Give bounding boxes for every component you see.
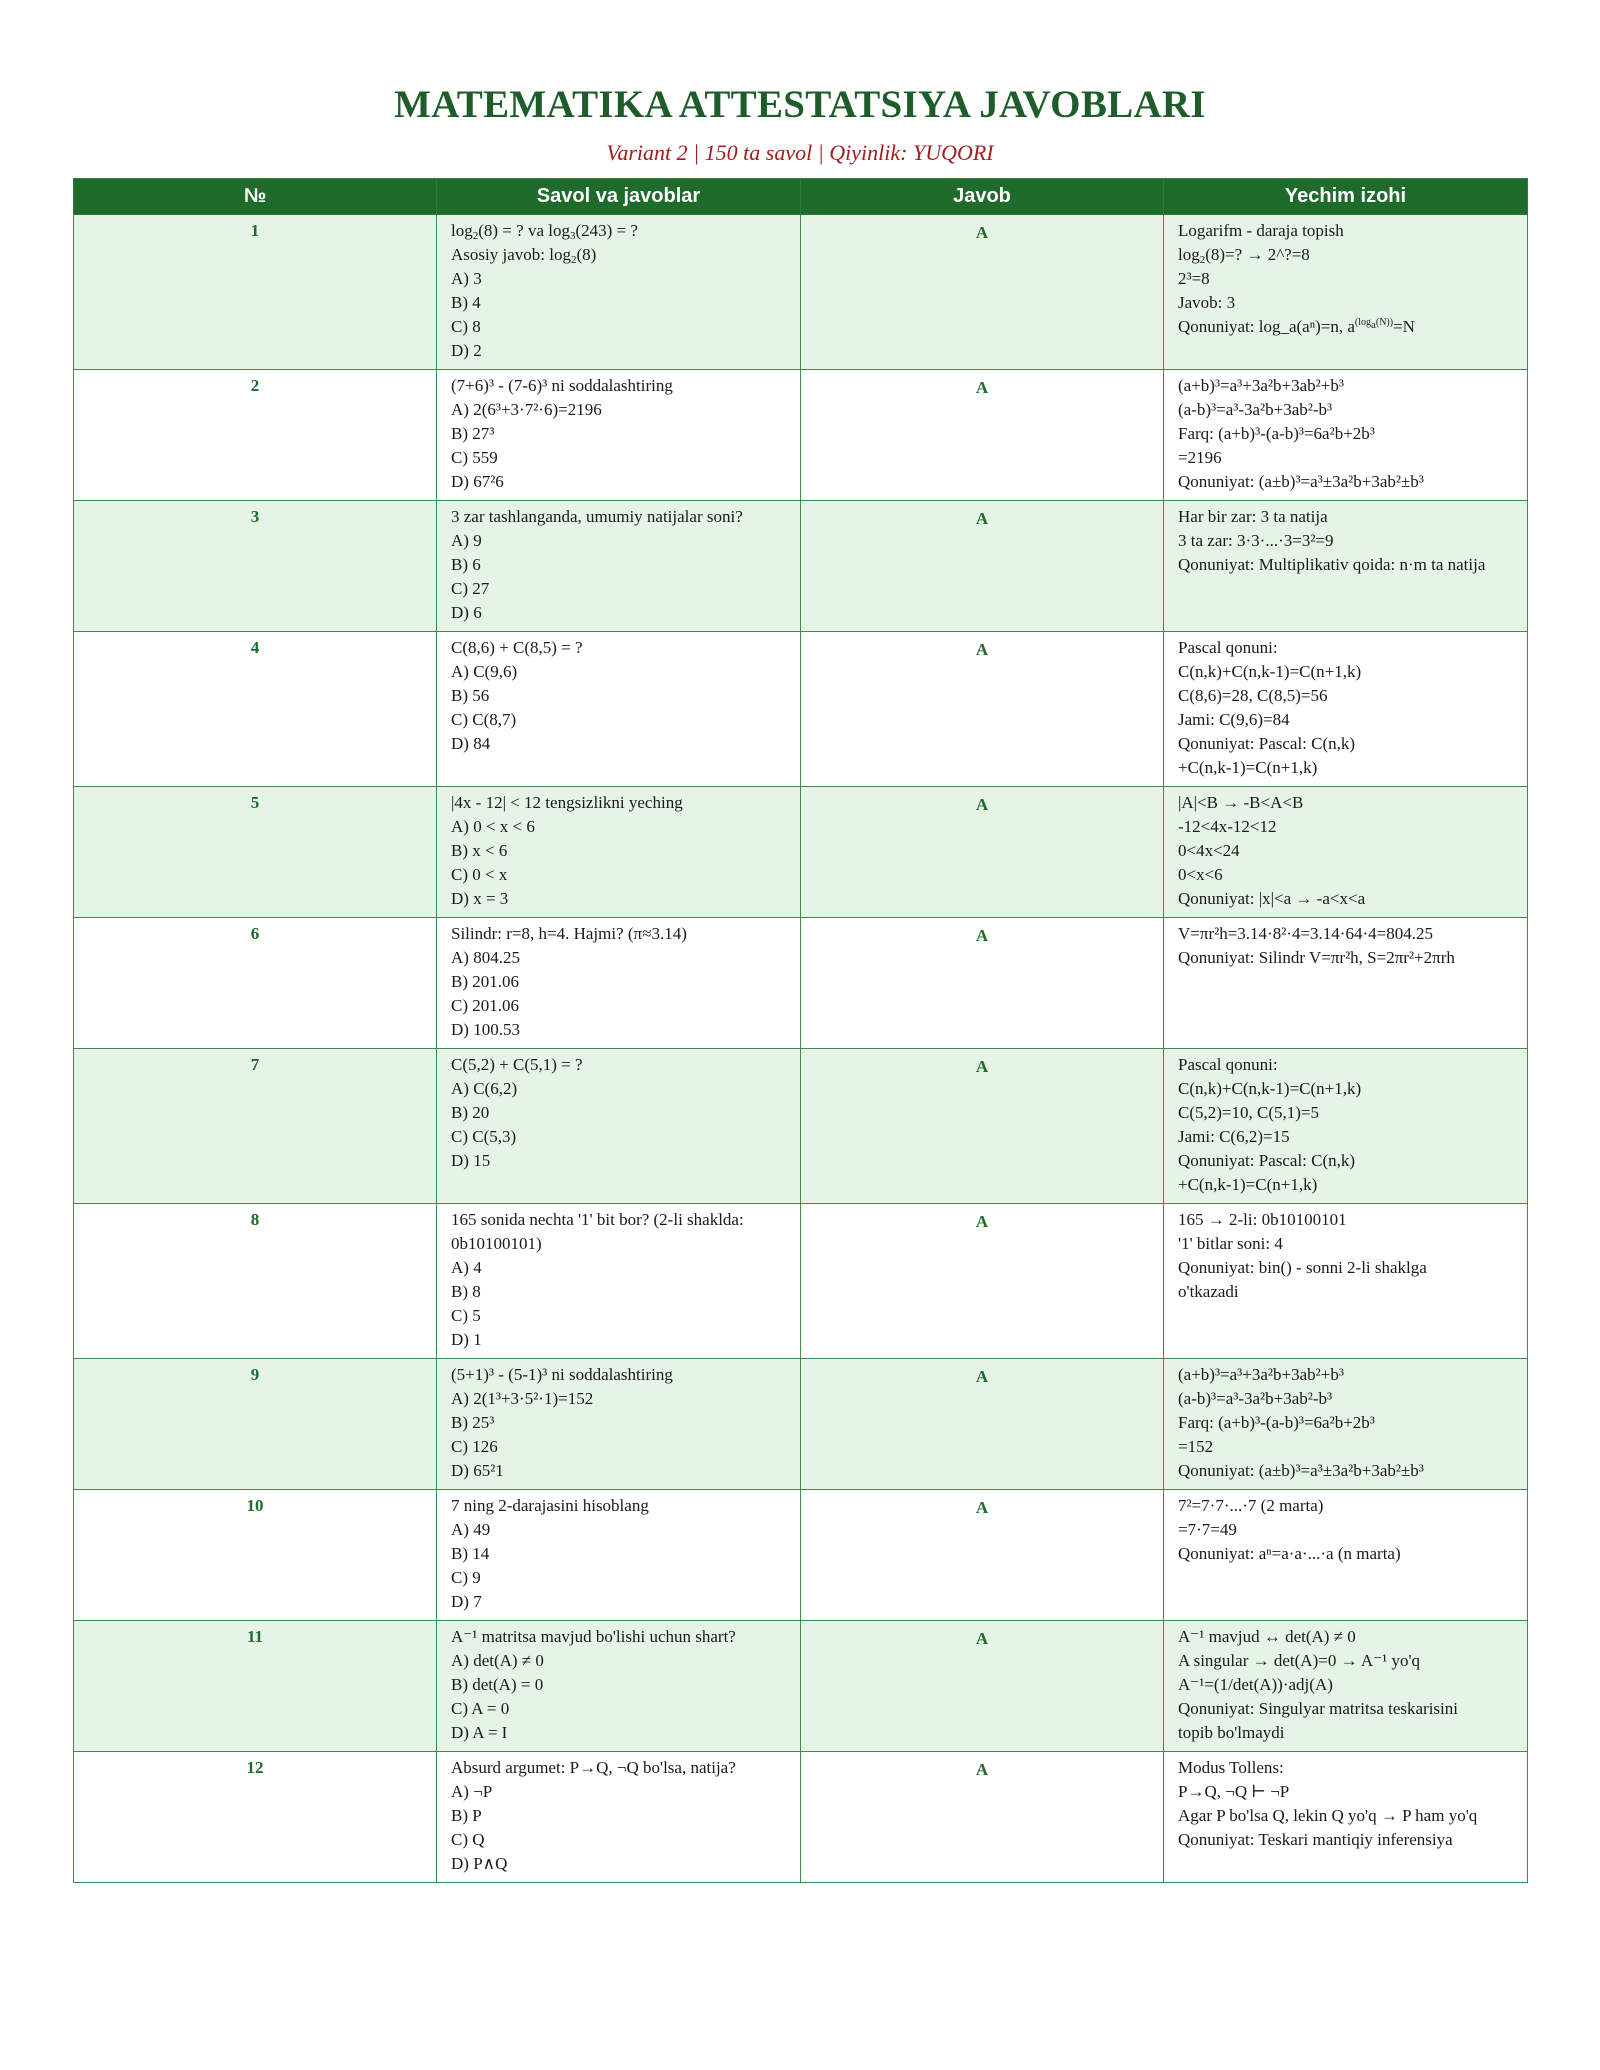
question-cell bbox=[437, 1752, 801, 1883]
answer-option: B) 6 bbox=[451, 555, 481, 574]
answer-option: B) 25³ bbox=[451, 1413, 495, 1432]
solution-note-line: Qonuniyat: |x|<a → -a<x<a bbox=[1178, 889, 1366, 908]
correct-answer: A bbox=[801, 632, 1164, 787]
answer-option: D) 100.53 bbox=[451, 1020, 520, 1039]
solution-note-line: (a-b)³=a³-3a²b+3ab²-b³ bbox=[1178, 1389, 1333, 1408]
answer-option: A) C(6,2) bbox=[451, 1079, 518, 1098]
solution-note-line: V=πr²h=3.14·8²·4=3.14·64·4=804.25 bbox=[1178, 924, 1433, 943]
solution-note-line: 7²=7·7·...·7 (2 marta) bbox=[1178, 1496, 1324, 1515]
question-cell bbox=[437, 787, 801, 918]
question-cell bbox=[437, 1204, 801, 1359]
question-number-text: 5 bbox=[250, 793, 260, 812]
solution-note-line: Qonuniyat: (a±b)³=a³±3a²b+3ab²±b³ bbox=[1178, 1461, 1424, 1480]
answer-option: B) 56 bbox=[451, 686, 490, 705]
answer-option: B) 14 bbox=[451, 1544, 490, 1563]
answer-option: C) 27 bbox=[451, 579, 490, 598]
table-row bbox=[74, 1621, 1528, 1752]
solution-note-line: Qonuniyat: aⁿ=a·a·...·a (n marta) bbox=[1178, 1544, 1401, 1563]
page-subtitle: Variant 2 | 150 ta savol | Qiyinlik: YUQORI bbox=[606, 140, 994, 165]
correct-answer: A bbox=[801, 1621, 1164, 1752]
table-row bbox=[74, 501, 1528, 632]
solution-note-line: Qonuniyat: Silindr V=πr²h, S=2πr²+2πrh bbox=[1178, 948, 1455, 967]
answer-option: B) 20 bbox=[451, 1103, 490, 1122]
solution-note-line: Modus Tollens: bbox=[1178, 1758, 1284, 1777]
correct-answer: A bbox=[801, 1049, 1164, 1204]
answer-option: A) 2(6³+3·7²·6)=2196 bbox=[451, 400, 602, 419]
question-number-text: 8 bbox=[250, 1210, 260, 1229]
answer-option: D) x = 3 bbox=[451, 889, 509, 908]
answer-option: Asosiy javob: $\log_2(8)$ bbox=[451, 245, 597, 266]
question-number-text: 9 bbox=[250, 1365, 260, 1384]
question-text: C(8,6) + C(8,5) = ? bbox=[451, 638, 583, 657]
answer-option: A) 2(1³+3·5²·1)=152 bbox=[451, 1389, 594, 1408]
solution-note-line: C(8,6)=28, C(8,5)=56 bbox=[1178, 686, 1328, 705]
solution-note-line: 3 ta zar: 3·3·...·3=3²=9 bbox=[1178, 531, 1334, 550]
correct-answer: A bbox=[801, 787, 1164, 918]
correct-answer: A bbox=[801, 501, 1164, 632]
question-cell bbox=[437, 918, 801, 1049]
answer-option: B) 8 bbox=[451, 1282, 481, 1301]
question-number-text: 4 bbox=[250, 638, 260, 657]
answer-option: A) ¬P bbox=[451, 1782, 493, 1801]
solution-note-cell bbox=[1164, 1049, 1528, 1204]
solution-note-cell bbox=[1164, 787, 1528, 918]
solution-note-line: Pascal qonuni: bbox=[1178, 1055, 1278, 1074]
answer-option: C) C(8,7) bbox=[451, 710, 517, 729]
question-cell bbox=[437, 632, 801, 787]
solution-note-line: Qonuniyat: (a±b)³=a³±3a²b+3ab²±b³ bbox=[1178, 472, 1424, 491]
answer-option: D) P∧Q bbox=[451, 1854, 508, 1873]
solution-note-cell bbox=[1164, 1621, 1528, 1752]
solution-note-line: Qonuniyat: Pascal: C(n,k) bbox=[1178, 1151, 1356, 1170]
answer-option: B) det(A) = 0 bbox=[451, 1675, 544, 1694]
table-row bbox=[74, 918, 1528, 1049]
answer-option: D) 1 bbox=[451, 1330, 482, 1349]
answer-option: B) x < 6 bbox=[451, 841, 508, 860]
question-number bbox=[74, 918, 437, 1049]
correct-answer: A bbox=[801, 1752, 1164, 1883]
question-text: (5+1)³ - (5-1)³ ni soddalashtiring bbox=[451, 1365, 673, 1384]
solution-note-line: A⁻¹ mavjud ↔ det(A) ≠ 0 bbox=[1178, 1627, 1356, 1646]
question-text: Absurd argumet: P→Q, ¬Q bo'lsa, natija? bbox=[451, 1758, 736, 1777]
table-row bbox=[74, 370, 1528, 501]
solution-note-cell bbox=[1164, 1204, 1528, 1359]
column-header-number: № bbox=[74, 179, 437, 215]
correct-answer: A bbox=[801, 1204, 1164, 1359]
question-number-text: 11 bbox=[246, 1627, 264, 1646]
question-text: 7 ning 2-darajasini hisoblang bbox=[451, 1496, 649, 1515]
solution-note-line: Qonuniyat: Singulyar matritsa teskarisini bbox=[1178, 1699, 1458, 1718]
question-cell bbox=[437, 1621, 801, 1752]
solution-note-line: =7·7=49 bbox=[1178, 1520, 1237, 1539]
solution-note-line: C(n,k)+C(n,k-1)=C(n+1,k) bbox=[1178, 662, 1362, 681]
solution-note-line: -12<4x-12<12 bbox=[1178, 817, 1277, 836]
question-number-text: 6 bbox=[250, 924, 260, 943]
question-cell bbox=[437, 1049, 801, 1204]
solution-note-line: C(n,k)+C(n,k-1)=C(n+1,k) bbox=[1178, 1079, 1362, 1098]
question-number-text: 1 bbox=[250, 221, 260, 240]
question-number bbox=[74, 370, 437, 501]
question-cell bbox=[437, 501, 801, 632]
answer-option: A) 3 bbox=[451, 269, 482, 288]
answer-option: D) 7 bbox=[451, 1592, 482, 1611]
question-number bbox=[74, 1621, 437, 1752]
answer-option: D) 67²6 bbox=[451, 472, 504, 491]
correct-answer: A bbox=[801, 918, 1164, 1049]
solution-note-line: A⁻¹=(1/det(A))·adj(A) bbox=[1178, 1675, 1333, 1694]
question-cell bbox=[437, 1359, 801, 1490]
question-number bbox=[74, 787, 437, 918]
column-header-question: Savol va javoblar bbox=[437, 179, 801, 215]
solution-note-line: Qonuniyat: Pascal: C(n,k) bbox=[1178, 734, 1356, 753]
answer-option: B) 201.06 bbox=[451, 972, 519, 991]
question-cell bbox=[437, 215, 801, 370]
question-number bbox=[74, 632, 437, 787]
table-row bbox=[74, 1752, 1528, 1883]
answer-option: A) 804.25 bbox=[451, 948, 520, 967]
solution-note-line: o'tkazadi bbox=[1178, 1282, 1239, 1301]
solution-note-line: =152 bbox=[1178, 1437, 1214, 1456]
answer-option: C) 5 bbox=[451, 1306, 481, 1325]
solution-note-cell bbox=[1164, 1752, 1528, 1883]
answer-option: C) 126 bbox=[451, 1437, 498, 1456]
answer-option: C) 9 bbox=[451, 1568, 481, 1587]
solution-note-line: Logarifm - daraja topish bbox=[1178, 221, 1344, 240]
solution-note-line: Qonuniyat: bin() - sonni 2-li shaklga bbox=[1178, 1258, 1427, 1277]
table-row bbox=[74, 787, 1528, 918]
solution-note-line: +C(n,k-1)=C(n+1,k) bbox=[1178, 1175, 1318, 1194]
solution-note-cell bbox=[1164, 1490, 1528, 1621]
answer-option: B) P bbox=[451, 1806, 482, 1825]
answer-option: C) 201.06 bbox=[451, 996, 519, 1015]
question-text: A⁻¹ matritsa mavjud bo'lishi uchun shart? bbox=[451, 1627, 736, 1646]
solution-note-line: Qonuniyat: Multiplikativ qoida: n·m ta natija bbox=[1178, 555, 1486, 574]
answer-option: C) Q bbox=[451, 1830, 485, 1849]
solution-note-cell bbox=[1164, 370, 1528, 501]
question-text: (7+6)³ - (7-6)³ ni soddalashtiring bbox=[451, 376, 673, 395]
answer-option: A) 9 bbox=[451, 531, 482, 550]
table-row bbox=[74, 1359, 1528, 1490]
question-number bbox=[74, 1359, 437, 1490]
answer-option: B) 4 bbox=[451, 293, 481, 312]
solution-note-line: 0<x<6 bbox=[1178, 865, 1223, 884]
question-text: 165 sonida nechta '1' bit bor? (2-li shaklda: bbox=[451, 1210, 744, 1229]
question-number-text: 12 bbox=[246, 1758, 264, 1777]
solution-note-cell bbox=[1164, 632, 1528, 787]
answer-option: D) 65²1 bbox=[451, 1461, 504, 1480]
answer-option: C) A = 0 bbox=[451, 1699, 510, 1718]
answer-option: A) 4 bbox=[451, 1258, 482, 1277]
solution-note-line: Jami: C(6,2)=15 bbox=[1178, 1127, 1290, 1146]
solution-note-cell bbox=[1164, 501, 1528, 632]
question-number-text: 2 bbox=[250, 376, 260, 395]
answer-option: D) 15 bbox=[451, 1151, 491, 1170]
correct-answer: A bbox=[801, 1490, 1164, 1621]
question-text: |4x - 12| < 12 tengsizlikni yeching bbox=[451, 793, 683, 812]
question-number bbox=[74, 1752, 437, 1883]
answer-option: B) 27³ bbox=[451, 424, 495, 443]
solution-note-line: $\log_2(8)=$? → 2^?=8 bbox=[1178, 245, 1310, 266]
solution-note-line: (a+b)³=a³+3a²b+3ab²+b³ bbox=[1178, 1365, 1344, 1384]
question-text: $\log_2(8)$ = ? va $\log_3(243)$ = ? bbox=[451, 221, 638, 242]
solution-note-line: topib bo'lmaydi bbox=[1178, 1723, 1285, 1742]
answer-option: C) C(5,3) bbox=[451, 1127, 517, 1146]
question-cell bbox=[437, 370, 801, 501]
solution-note-line: 2³=8 bbox=[1178, 269, 1210, 288]
answer-option: A) 0 < x < 6 bbox=[451, 817, 535, 836]
question-text: C(5,2) + C(5,1) = ? bbox=[451, 1055, 583, 1074]
answer-option: D) A = I bbox=[451, 1723, 508, 1742]
answer-option: A) 49 bbox=[451, 1520, 491, 1539]
solution-note-line: Javob: 3 bbox=[1178, 293, 1236, 312]
solution-note-line: |A|<B → -B<A<B bbox=[1178, 793, 1304, 812]
correct-answer: A bbox=[801, 370, 1164, 501]
table-row bbox=[74, 1490, 1528, 1621]
question-number bbox=[74, 1204, 437, 1359]
solution-note-line: '1' bitlar soni: 4 bbox=[1178, 1234, 1283, 1253]
question-number bbox=[74, 501, 437, 632]
question-number bbox=[74, 1049, 437, 1204]
solution-note-line: Farq: (a+b)³-(a-b)³=6a²b+2b³ bbox=[1178, 424, 1375, 443]
table-body bbox=[74, 215, 1528, 1883]
answer-option: D) 6 bbox=[451, 603, 482, 622]
question-text: Silindr: r=8, h=4. Hajmi? (π≈3.14) bbox=[451, 924, 687, 943]
answer-option: 0b10100101) bbox=[451, 1234, 542, 1253]
solution-note-line: (a-b)³=a³-3a²b+3ab²-b³ bbox=[1178, 400, 1333, 419]
solution-note-line: Har bir zar: 3 ta natija bbox=[1178, 507, 1328, 526]
answer-option: A) det(A) ≠ 0 bbox=[451, 1651, 544, 1670]
answer-option: C) 8 bbox=[451, 317, 481, 336]
question-number-text: 3 bbox=[250, 507, 260, 526]
answers-table bbox=[73, 178, 1528, 1883]
question-number-text: 10 bbox=[246, 1496, 264, 1515]
solution-note-line: =2196 bbox=[1178, 448, 1222, 467]
column-header-answer: Javob bbox=[801, 179, 1164, 215]
solution-note-line: A singular → det(A)=0 → A⁻¹ yo'q bbox=[1178, 1651, 1421, 1670]
solution-note-line: Farq: (a+b)³-(a-b)³=6a²b+2b³ bbox=[1178, 1413, 1375, 1432]
answer-option: C) 559 bbox=[451, 448, 498, 467]
solution-note-line: Qonuniyat: Teskari mantiqiy inferensiya bbox=[1178, 1830, 1453, 1849]
table-row bbox=[74, 1049, 1528, 1204]
answer-option: A) C(9,6) bbox=[451, 662, 518, 681]
answer-option: D) 84 bbox=[451, 734, 491, 753]
correct-answer: A bbox=[801, 1359, 1164, 1490]
question-number-text: 7 bbox=[250, 1055, 260, 1074]
question-number bbox=[74, 1490, 437, 1621]
solution-note-line: (a+b)³=a³+3a²b+3ab²+b³ bbox=[1178, 376, 1344, 395]
column-header-note: Yechim izohi bbox=[1164, 179, 1528, 215]
table-row bbox=[74, 215, 1528, 370]
solution-note-cell bbox=[1164, 1359, 1528, 1490]
solution-note-line: 165 → 2-li: 0b10100101 bbox=[1178, 1210, 1347, 1229]
solution-note-line: Qonuniyat: log_a(aⁿ)=n, $a^{(log_a(N))}=N$ bbox=[1178, 317, 1415, 336]
page-title: MATEMATIKA ATTESTATSIYA JAVOBLARI bbox=[394, 83, 1206, 126]
question-text: 3 zar tashlanganda, umumiy natijalar soni? bbox=[451, 507, 743, 526]
correct-answer: A bbox=[801, 215, 1164, 370]
solution-note-line: Jami: C(9,6)=84 bbox=[1178, 710, 1290, 729]
solution-note-cell bbox=[1164, 215, 1528, 370]
solution-note-line: 0<4x<24 bbox=[1178, 841, 1240, 860]
question-number bbox=[74, 215, 437, 370]
answer-option: D) 2 bbox=[451, 341, 482, 360]
solution-note-cell bbox=[1164, 918, 1528, 1049]
solution-note-line: P→Q, ¬Q ⊢ ¬P bbox=[1178, 1782, 1290, 1801]
table-row bbox=[74, 632, 1528, 787]
solution-note-line: C(5,2)=10, C(5,1)=5 bbox=[1178, 1103, 1319, 1122]
solution-note-line: Agar P bo'lsa Q, lekin Q yo'q → P ham yo'q bbox=[1178, 1806, 1478, 1825]
table-header-row bbox=[74, 179, 1528, 215]
solution-note-line: +C(n,k-1)=C(n+1,k) bbox=[1178, 758, 1318, 777]
solution-note-line: Pascal qonuni: bbox=[1178, 638, 1278, 657]
table-row bbox=[74, 1204, 1528, 1359]
answer-option: C) 0 < x bbox=[451, 865, 508, 884]
question-cell bbox=[437, 1490, 801, 1621]
